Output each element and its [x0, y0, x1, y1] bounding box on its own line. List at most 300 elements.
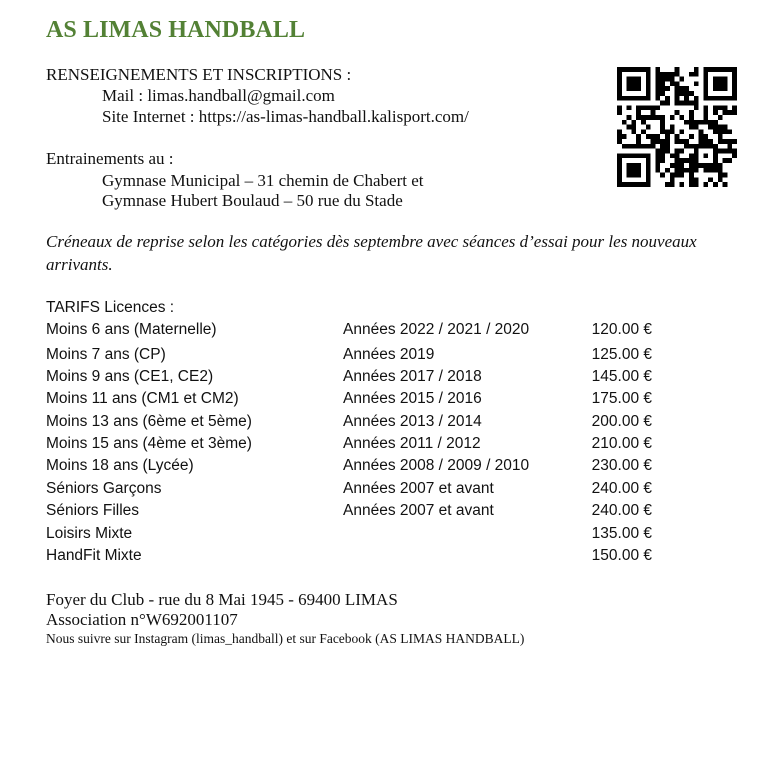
qr-module: [694, 72, 699, 77]
qr-module: [631, 182, 636, 187]
qr-module: [665, 72, 670, 77]
qr-module: [646, 163, 651, 168]
qr-module: [723, 105, 728, 110]
qr-module: [646, 134, 651, 139]
qr-module: [646, 177, 651, 182]
qr-module: [660, 153, 665, 158]
tarif-price: 200.00 €: [591, 413, 652, 430]
qr-module: [636, 163, 641, 168]
qr-module: [694, 96, 699, 101]
qr-module: [684, 158, 689, 163]
qr-module: [679, 101, 684, 106]
qr-module: [641, 120, 646, 125]
qr-module: [679, 115, 684, 120]
tarif-years: Années 2013 / 2014: [343, 413, 482, 430]
qr-module: [641, 129, 646, 134]
qr-module: [689, 101, 694, 106]
qr-module: [689, 153, 694, 158]
qr-module: [718, 173, 723, 178]
qr-module: [689, 125, 694, 130]
qr-module: [646, 67, 651, 72]
qr-module: [723, 77, 728, 82]
qr-module: [646, 91, 651, 96]
qr-module: [703, 144, 708, 149]
qr-module: [660, 125, 665, 130]
tarif-category: Moins 18 ans (Lycée): [46, 457, 194, 474]
qr-module: [713, 120, 718, 125]
qr-module: [655, 163, 660, 168]
qr-module: [646, 77, 651, 82]
qr-module: [617, 177, 622, 182]
qr-module: [670, 177, 675, 182]
qr-module: [718, 125, 723, 130]
qr-module: [675, 134, 680, 139]
qr-module: [622, 96, 627, 101]
qr-module: [679, 168, 684, 173]
qr-module: [684, 168, 689, 173]
qr-module: [732, 81, 737, 86]
qr-module: [622, 144, 627, 149]
qr-module: [670, 72, 675, 77]
qr-module: [703, 81, 708, 86]
qr-module: [670, 129, 675, 134]
qr-module: [675, 101, 680, 106]
qr-module: [665, 101, 670, 106]
qr-module: [631, 144, 636, 149]
qr-module: [689, 173, 694, 178]
qr-module: [617, 139, 622, 144]
qr-module: [627, 144, 632, 149]
qr-module: [651, 144, 656, 149]
qr-module: [723, 81, 728, 86]
qr-module: [732, 105, 737, 110]
qr-module: [718, 86, 723, 91]
schedule-note: Créneaux de reprise selon les catégories dès septembre avec séances d’essai pour les nouveaux arrivants.: [46, 232, 697, 274]
tarif-row: [46, 368, 666, 390]
qr-module: [660, 173, 665, 178]
qr-module: [713, 81, 718, 86]
qr-module: [723, 149, 728, 154]
qr-module: [655, 72, 660, 77]
training-location: Gymnase Municipal – 31 chemin de Chabert et: [102, 171, 424, 190]
qr-module: [665, 182, 670, 187]
qr-module: [732, 91, 737, 96]
qr-module: [684, 86, 689, 91]
qr-module: [732, 110, 737, 115]
qr-module: [727, 149, 732, 154]
qr-module: [703, 110, 708, 115]
qr-module: [665, 144, 670, 149]
qr-module: [718, 168, 723, 173]
tarif-row: [46, 480, 666, 502]
qr-module: [627, 81, 632, 86]
qr-module: [665, 77, 670, 82]
qr-module: [679, 158, 684, 163]
tarif-years: Années 2017 / 2018: [343, 368, 482, 385]
qr-module: [732, 96, 737, 101]
qr-module: [732, 153, 737, 158]
qr-module: [679, 77, 684, 82]
qr-module: [723, 129, 728, 134]
qr-module: [665, 139, 670, 144]
qr-module: [670, 182, 675, 187]
qr-module: [694, 163, 699, 168]
tarif-years: Années 2022 / 2021 / 2020: [343, 321, 530, 338]
qr-module: [646, 115, 651, 120]
tarif-category: HandFit Mixte: [46, 547, 142, 564]
qr-module: [655, 115, 660, 120]
qr-module: [723, 139, 728, 144]
qr-module: [694, 168, 699, 173]
qr-module: [622, 67, 627, 72]
tarif-price: 230.00 €: [591, 457, 652, 474]
qr-module: [646, 158, 651, 163]
qr-module: [689, 72, 694, 77]
club-address: Foyer du Club - rue du 8 Mai 1945 - 69400 LIMAS: [46, 590, 398, 609]
training-location: Gymnase Hubert Boulaud – 50 rue du Stade: [102, 191, 403, 210]
qr-module: [622, 120, 627, 125]
qr-module: [703, 77, 708, 82]
qr-module: [723, 173, 728, 178]
qr-module: [703, 139, 708, 144]
qr-module: [703, 72, 708, 77]
qr-module: [655, 149, 660, 154]
qr-code-icon[interactable]: [617, 67, 737, 187]
qr-module: [723, 86, 728, 91]
qr-module: [627, 105, 632, 110]
qr-module: [679, 91, 684, 96]
qr-module: [617, 77, 622, 82]
page-title: AS LIMAS HANDBALL: [46, 17, 306, 43]
qr-module: [646, 86, 651, 91]
qr-module: [718, 96, 723, 101]
tarif-row: [46, 525, 666, 547]
qr-module: [627, 182, 632, 187]
qr-module: [708, 163, 713, 168]
qr-module: [631, 77, 636, 82]
tarif-years: Années 2008 / 2009 / 2010: [343, 457, 530, 474]
qr-module: [627, 163, 632, 168]
qr-module: [689, 182, 694, 187]
qr-module: [651, 105, 656, 110]
tarif-row: [46, 547, 666, 569]
qr-module: [655, 139, 660, 144]
qr-module: [627, 115, 632, 120]
qr-module: [655, 81, 660, 86]
qr-module: [651, 115, 656, 120]
qr-module: [617, 153, 622, 158]
qr-module: [665, 149, 670, 154]
qr-module: [655, 96, 660, 101]
qr-module: [627, 168, 632, 173]
qr-module: [713, 158, 718, 163]
qr-module: [675, 149, 680, 154]
qr-module: [646, 182, 651, 187]
qr-module: [636, 168, 641, 173]
qr-module: [694, 67, 699, 72]
qr-module: [732, 139, 737, 144]
tarif-price: 210.00 €: [591, 435, 652, 452]
qr-module: [660, 77, 665, 82]
qr-module: [699, 144, 704, 149]
qr-module: [675, 110, 680, 115]
training-heading: Entrainements au :: [46, 149, 174, 168]
qr-module: [631, 125, 636, 130]
qr-module: [684, 96, 689, 101]
qr-module: [723, 110, 728, 115]
qr-module: [617, 72, 622, 77]
qr-module: [699, 129, 704, 134]
qr-module: [727, 110, 732, 115]
qr-module: [718, 105, 723, 110]
qr-module: [646, 81, 651, 86]
qr-module: [670, 125, 675, 130]
qr-module: [727, 158, 732, 163]
qr-module: [718, 81, 723, 86]
qr-module: [631, 81, 636, 86]
qr-module: [694, 125, 699, 130]
qr-module: [723, 67, 728, 72]
qr-module: [679, 173, 684, 178]
qr-module: [617, 134, 622, 139]
qr-module: [631, 168, 636, 173]
qr-module: [689, 115, 694, 120]
qr-module: [675, 139, 680, 144]
qr-module: [713, 144, 718, 149]
qr-module: [703, 91, 708, 96]
qr-module: [689, 91, 694, 96]
qr-module: [723, 182, 728, 187]
qr-module: [660, 129, 665, 134]
qr-module: [679, 86, 684, 91]
qr-module: [670, 81, 675, 86]
tarif-price: 135.00 €: [591, 525, 652, 542]
qr-module: [660, 101, 665, 106]
qr-module: [689, 120, 694, 125]
tarif-row: [46, 457, 666, 479]
qr-module: [636, 173, 641, 178]
qr-module: [732, 77, 737, 82]
tarif-price: 150.00 €: [591, 547, 652, 564]
qr-module: [641, 67, 646, 72]
tarif-row: [46, 502, 666, 524]
qr-module: [703, 115, 708, 120]
tarif-category: Moins 6 ans (Maternelle): [46, 321, 217, 338]
qr-module: [636, 105, 641, 110]
contact-website[interactable]: Site Internet : https://as-limas-handball.kalisport.com/: [102, 107, 469, 126]
qr-module: [675, 67, 680, 72]
qr-module: [631, 96, 636, 101]
qr-module: [713, 67, 718, 72]
qr-module: [665, 86, 670, 91]
qr-module: [684, 139, 689, 144]
qr-module: [675, 86, 680, 91]
qr-module: [646, 96, 651, 101]
qr-module: [636, 139, 641, 144]
qr-module: [636, 144, 641, 149]
qr-module: [665, 129, 670, 134]
qr-module: [689, 144, 694, 149]
qr-module: [694, 81, 699, 86]
qr-module: [675, 91, 680, 96]
qr-module: [703, 96, 708, 101]
qr-module: [723, 125, 728, 130]
tarif-years: Années 2011 / 2012: [343, 435, 481, 452]
qr-module: [703, 105, 708, 110]
qr-module: [679, 139, 684, 144]
qr-module: [641, 182, 646, 187]
qr-module: [689, 177, 694, 182]
qr-module: [694, 153, 699, 158]
qr-module: [713, 182, 718, 187]
qr-module: [718, 149, 723, 154]
qr-module: [665, 134, 670, 139]
qr-module: [713, 105, 718, 110]
qr-module: [699, 163, 704, 168]
tarifs-heading: TARIFS Licences :: [46, 299, 175, 316]
qr-module: [684, 91, 689, 96]
qr-module: [655, 105, 660, 110]
tarif-price: 145.00 €: [591, 368, 652, 385]
tarif-category: Loisirs Mixte: [46, 525, 133, 542]
qr-module: [636, 77, 641, 82]
qr-module: [718, 115, 723, 120]
qr-module: [617, 173, 622, 178]
qr-module: [708, 67, 713, 72]
qr-module: [713, 110, 718, 115]
qr-module: [651, 139, 656, 144]
qr-module: [732, 86, 737, 91]
qr-module: [636, 134, 641, 139]
qr-module: [641, 153, 646, 158]
qr-module: [699, 139, 704, 144]
qr-module: [617, 182, 622, 187]
qr-module: [617, 105, 622, 110]
qr-module: [713, 163, 718, 168]
tarif-price: 175.00 €: [591, 390, 652, 407]
qr-module: [641, 96, 646, 101]
social-media-note: Nous suivre sur Instagram (limas_handball) et sur Facebook (AS LIMAS HANDBALL): [46, 631, 525, 646]
qr-module: [627, 173, 632, 178]
qr-module: [727, 144, 732, 149]
tarif-category: Moins 11 ans (CM1 et CM2): [46, 390, 239, 407]
qr-module: [689, 168, 694, 173]
tarif-category: Moins 13 ans (6ème et 5ème): [46, 413, 252, 430]
qr-module: [660, 72, 665, 77]
qr-module: [694, 149, 699, 154]
qr-module: [641, 105, 646, 110]
qr-module: [627, 96, 632, 101]
qr-module: [660, 144, 665, 149]
qr-module: [703, 134, 708, 139]
qr-module: [646, 144, 651, 149]
qr-module: [660, 139, 665, 144]
qr-module: [703, 182, 708, 187]
tarif-price: 240.00 €: [591, 502, 652, 519]
qr-module: [631, 153, 636, 158]
qr-module: [660, 86, 665, 91]
qr-module: [636, 115, 641, 120]
contact-mail[interactable]: Mail : limas.handball@gmail.com: [102, 86, 335, 105]
tarif-category: Moins 7 ans (CP): [46, 346, 166, 363]
qr-module: [718, 77, 723, 82]
qr-module: [617, 67, 622, 72]
tarif-years: Années 2007 et avant: [343, 480, 494, 497]
qr-module: [703, 168, 708, 173]
tarif-years: Années 2007 et avant: [343, 502, 494, 519]
qr-module: [646, 105, 651, 110]
qr-module: [703, 153, 708, 158]
qr-module: [655, 86, 660, 91]
qr-module: [646, 168, 651, 173]
qr-module: [689, 163, 694, 168]
qr-module: [660, 120, 665, 125]
qr-module: [684, 101, 689, 106]
qr-module: [622, 134, 627, 139]
qr-module: [665, 168, 670, 173]
qr-module: [718, 139, 723, 144]
qr-module: [617, 96, 622, 101]
qr-module: [679, 149, 684, 154]
qr-module: [689, 110, 694, 115]
qr-module: [660, 91, 665, 96]
qr-module: [703, 163, 708, 168]
qr-module: [651, 110, 656, 115]
qr-module: [718, 129, 723, 134]
qr-module: [723, 158, 728, 163]
qr-module: [636, 96, 641, 101]
qr-module: [636, 110, 641, 115]
qr-module: [655, 168, 660, 173]
qr-module: [627, 86, 632, 91]
qr-module: [694, 120, 699, 125]
qr-module: [713, 168, 718, 173]
qr-module: [646, 72, 651, 77]
qr-module: [694, 158, 699, 163]
qr-module: [713, 153, 718, 158]
qr-module: [617, 129, 622, 134]
qr-module: [670, 153, 675, 158]
qr-module: [713, 77, 718, 82]
qr-module: [631, 129, 636, 134]
qr-module: [651, 134, 656, 139]
qr-module: [631, 163, 636, 168]
tarif-category: Moins 9 ans (CE1, CE2): [46, 368, 214, 385]
qr-module: [708, 125, 713, 130]
tarif-row: [46, 390, 666, 412]
qr-module: [617, 110, 622, 115]
tarif-row: [46, 413, 666, 435]
qr-module: [646, 173, 651, 178]
qr-module: [675, 158, 680, 163]
tarif-price: 240.00 €: [591, 480, 652, 497]
qr-module: [636, 86, 641, 91]
qr-module: [732, 72, 737, 77]
qr-module: [622, 182, 627, 187]
qr-module: [694, 177, 699, 182]
tarif-row: [46, 435, 666, 457]
qr-module: [684, 144, 689, 149]
qr-module: [617, 81, 622, 86]
qr-module: [631, 67, 636, 72]
qr-module: [713, 125, 718, 130]
qr-module: [660, 115, 665, 120]
qr-module: [675, 81, 680, 86]
qr-module: [670, 163, 675, 168]
qr-module: [708, 177, 713, 182]
qr-module: [670, 115, 675, 120]
tarif-category: Séniors Filles: [46, 502, 140, 519]
